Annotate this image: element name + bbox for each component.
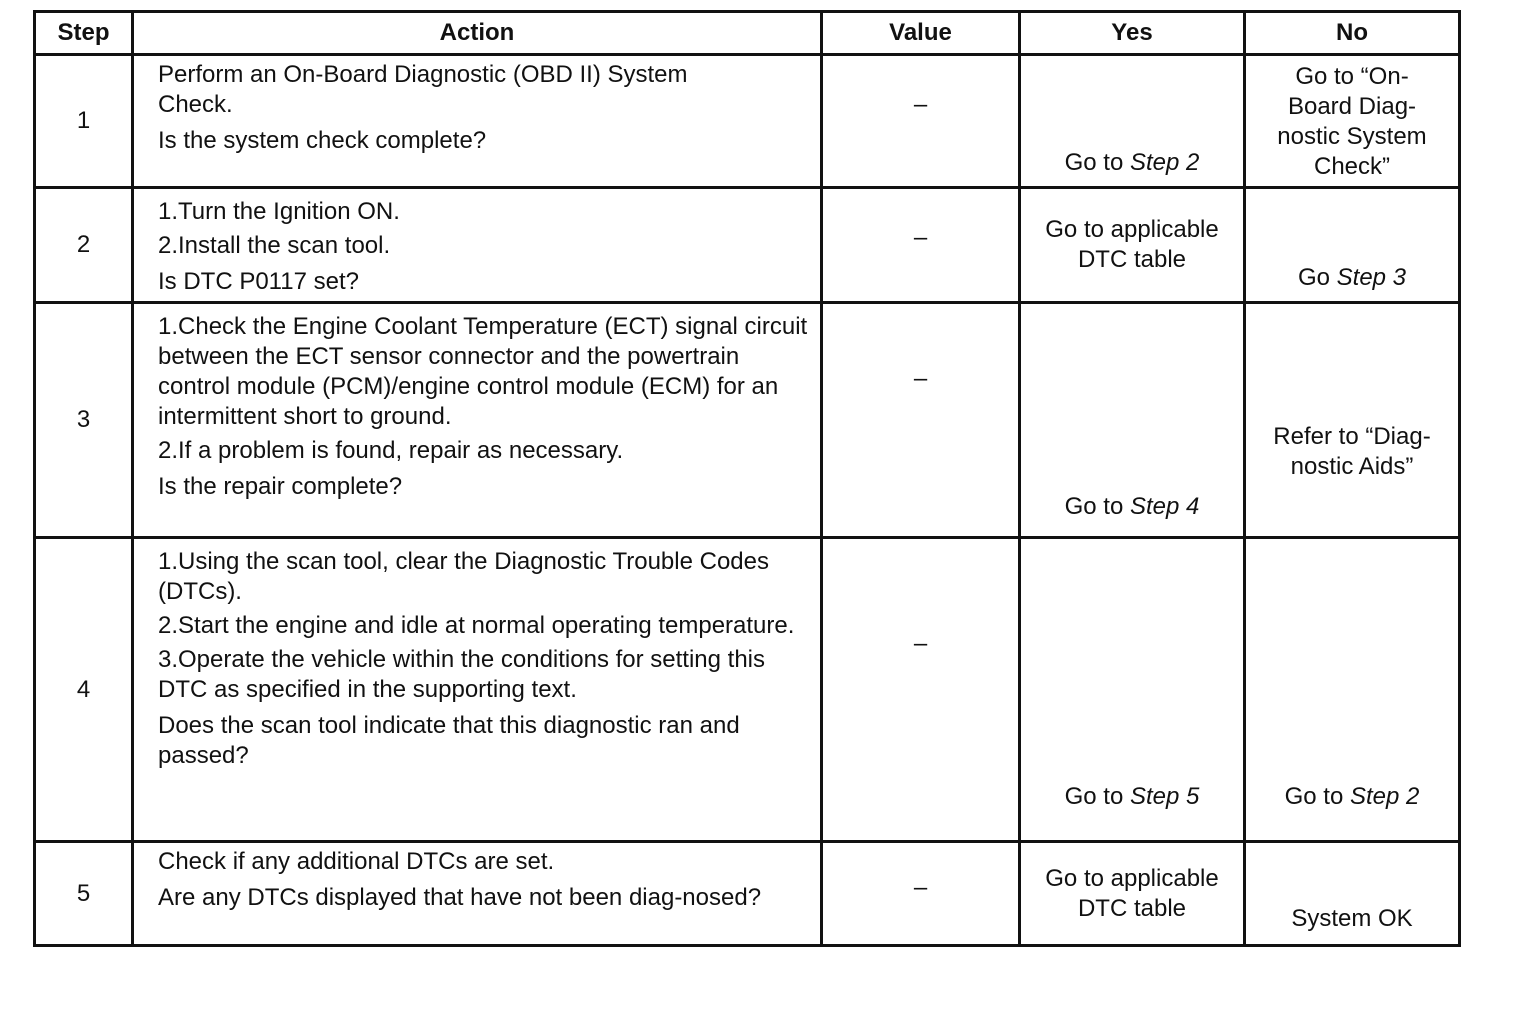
diagnostic-table	[33, 10, 1461, 947]
action-cell	[133, 303, 822, 538]
action-question: Is DTC P0117 set?	[158, 268, 359, 295]
step-number: 4	[35, 538, 133, 842]
header-no: No	[1245, 12, 1460, 55]
action-item: 1.Using the scan tool, clear the Diagnostic Trouble Codes (DTCs).	[158, 548, 770, 605]
action-text: Check.	[158, 91, 233, 118]
action-text: Check if any additional DTCs are set.	[158, 848, 555, 875]
no-text: Go Step 3	[1297, 264, 1407, 291]
action-question: Is the system check complete?	[158, 127, 487, 154]
yes-cell	[1020, 55, 1245, 188]
no-cell	[1245, 55, 1460, 188]
action-question: Is the repair complete?	[158, 473, 403, 500]
value-cell: –	[822, 188, 1020, 303]
yes-cell	[1020, 842, 1245, 946]
yes-text: Go to applicable DTC table	[1045, 864, 1219, 922]
action-item: 2.If a problem is found, repair as necessary.	[158, 437, 624, 464]
yes-cell	[1020, 303, 1245, 538]
value-cell: –	[822, 538, 1020, 842]
step-number: 3	[35, 303, 133, 538]
action-item: 1.Check the Engine Coolant Temperature (ECT) signal circuit between the ECT sensor connector and the powertrain control module (PCM)/engine control module (ECM) for an intermittent short to ground.	[158, 313, 808, 430]
no-text: Go to Step 2	[1284, 783, 1420, 810]
action-item: 2.Install the scan tool.	[158, 232, 391, 259]
value-cell: –	[822, 55, 1020, 188]
action-question: Does the scan tool indicate that this diagnostic ran and passed?	[158, 712, 740, 769]
header-step: Step	[35, 12, 133, 55]
table-row	[35, 188, 1460, 303]
value-cell: –	[822, 842, 1020, 946]
action-item: 2.Start the engine and idle at normal operating temperature.	[158, 612, 795, 639]
table-row	[35, 842, 1460, 946]
table-row	[35, 538, 1460, 842]
action-cell	[133, 55, 822, 188]
step-number: 5	[35, 842, 133, 946]
step-number: 2	[35, 188, 133, 303]
action-item: 1.Turn the Ignition ON.	[158, 198, 400, 225]
no-text: System OK	[1291, 905, 1413, 932]
no-text: Refer to “Diag- nostic Aids”	[1273, 423, 1431, 481]
header-row	[35, 12, 1460, 55]
yes-cell	[1020, 188, 1245, 303]
yes-cell	[1020, 538, 1245, 842]
no-cell	[1245, 538, 1460, 842]
action-cell	[133, 188, 822, 303]
yes-text: Go to Step 2	[1064, 149, 1200, 176]
action-text: Perform an On-Board Diagnostic (OBD II) System	[158, 61, 688, 88]
step-number: 1	[35, 55, 133, 188]
header-yes: Yes	[1020, 12, 1245, 55]
header-action: Action	[133, 12, 822, 55]
header-value: Value	[822, 12, 1020, 55]
yes-text: Go to Step 5	[1064, 783, 1200, 810]
action-item: 3.Operate the vehicle within the conditions for setting this DTC as specified in the supporting text.	[158, 646, 766, 703]
table-row	[35, 303, 1460, 538]
action-question: Are any DTCs displayed that have not been diag-nosed?	[158, 884, 762, 911]
yes-text: Go to Step 4	[1064, 493, 1200, 520]
no-text: Go to “On- Board Diag- nostic System Check”	[1277, 63, 1427, 180]
value-cell: –	[822, 303, 1020, 538]
no-cell	[1245, 188, 1460, 303]
action-cell	[133, 538, 822, 842]
no-cell	[1245, 303, 1460, 538]
action-cell	[133, 842, 822, 946]
no-cell	[1245, 842, 1460, 946]
yes-text: Go to applicable DTC table	[1045, 216, 1219, 273]
table-row	[35, 55, 1460, 188]
